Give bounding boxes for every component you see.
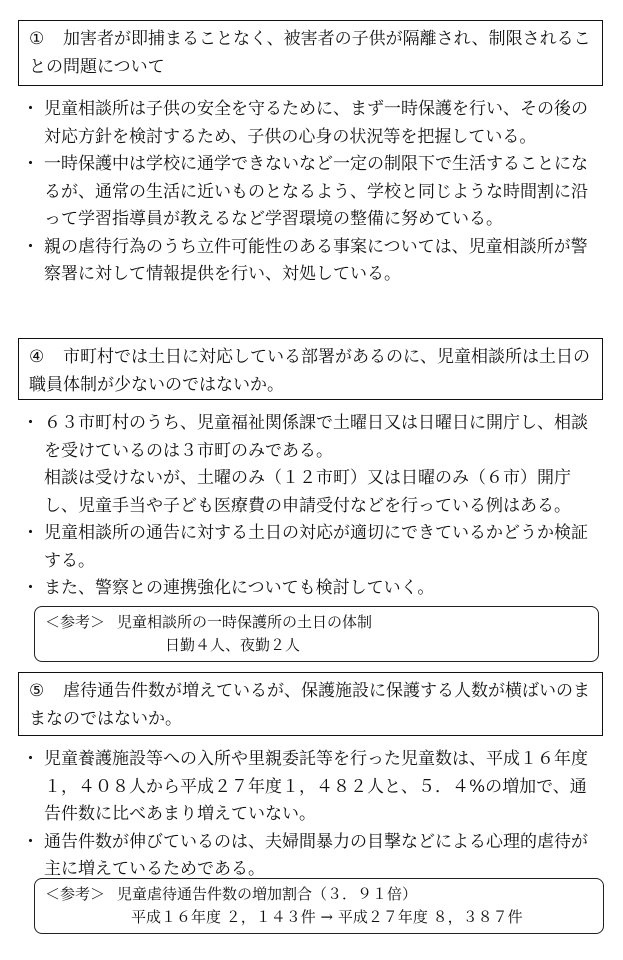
answer-text: ６３市町村のうち、児童福祉関係課で土曜日又は日曜日に開庁し、相談を受けているのは３市町のみである。 [44,413,588,461]
answer-text: 一時保護中は学校に通学できないなど一定の制限下で生活することになるが、通常の生活に近いものとなるよう、学校と同じような時間割に沿って学習指導員が教えるなど学習環境の整備に努めている。 [44,154,588,229]
list-item-continuation [22,465,600,520]
answer-text: 相談は受けないが、土曜のみ（１２市町）又は日曜のみ（６市）開庁し、児童手当や子ども医療費の申請受付などを行っている例はある。 [44,468,571,516]
list-item [22,410,600,465]
reference-line-2: 日勤４人、夜勤２人 [165,636,301,654]
list-item [22,151,600,234]
answer-text: また、警察との連携強化についても検討していく。 [44,578,435,598]
list-item [22,746,600,829]
reference-box-5 [34,878,604,934]
list-item [22,575,600,603]
question-box-5 [18,672,603,736]
bullet-marker: ・ [22,578,39,598]
question-text-5: 虐待通告件数が増えているが、保護施設に保護する人数が横ばいのままなのではないか。 [29,681,590,729]
question-number-4: ④ [29,347,45,367]
list-item [22,829,600,884]
reference-box-4 [34,606,599,662]
question-text-4: 市町村では土日に対応している部署があるのに、児童相談所は土日の職員体制が少ないのではないか。 [29,347,590,395]
answer-text: 児童相談所は子供の安全を守るために、まず一時保護を行い、その後の対応方針を検討するため、子供の心身の状況等を把握している。 [44,99,588,147]
answer-text: 児童養護施設等への入所や里親委託等を行った児童数は、平成１６年度１，４０８人から平成２７年度１，４８２人と、５．４%の増加で、通告件数に比べあまり増えていない。 [44,749,588,824]
answer-list-5 [22,746,600,884]
bullet-marker: ・ [22,236,39,257]
reference-label: ＜参考＞ [45,885,106,903]
bullet-marker: ・ [22,99,39,119]
reference-line-1: 児童虐待通告件数の増加割合（３．９１倍） [117,885,418,903]
bullet-marker: ・ [22,831,39,852]
reference-label: ＜参考＞ [45,613,106,631]
bullet-marker: ・ [22,523,39,543]
list-item [22,520,600,575]
answer-list-1 [22,96,600,289]
question-box-1 [18,20,603,86]
question-number-5: ⑤ [29,681,45,701]
answer-text: 児童相談所の通告に対する土日の対応が適切にできているかどうか検証する。 [44,523,588,571]
answer-text: 通告件数が伸びているのは、夫婦間暴力の目撃などによる心理的虐待が主に増えているためである。 [44,831,588,879]
bullet-marker: ・ [22,413,39,433]
bullet-marker: ・ [22,154,39,174]
answer-text: 親の虐待行為のうち立件可能性のある事案については、児童相談所が警察署に対して情報提供を行い、対処している。 [44,236,588,284]
reference-line-1: 児童相談所の一時保護所の土日の体制 [117,613,373,631]
answer-list-4 [22,410,600,603]
question-number-1: ① [29,29,45,49]
bullet-marker: ・ [22,749,39,769]
question-text-1: 加害者が即捕まることなく、被害者の子供が隔離され、制限されることの問題について [29,29,591,77]
list-item [22,96,600,151]
reference-line-2: 平成１６年度 ２，１４３件 → 平成２７年度 ８，３８７件 [131,908,523,926]
question-box-4 [18,338,603,400]
list-item [22,234,600,289]
